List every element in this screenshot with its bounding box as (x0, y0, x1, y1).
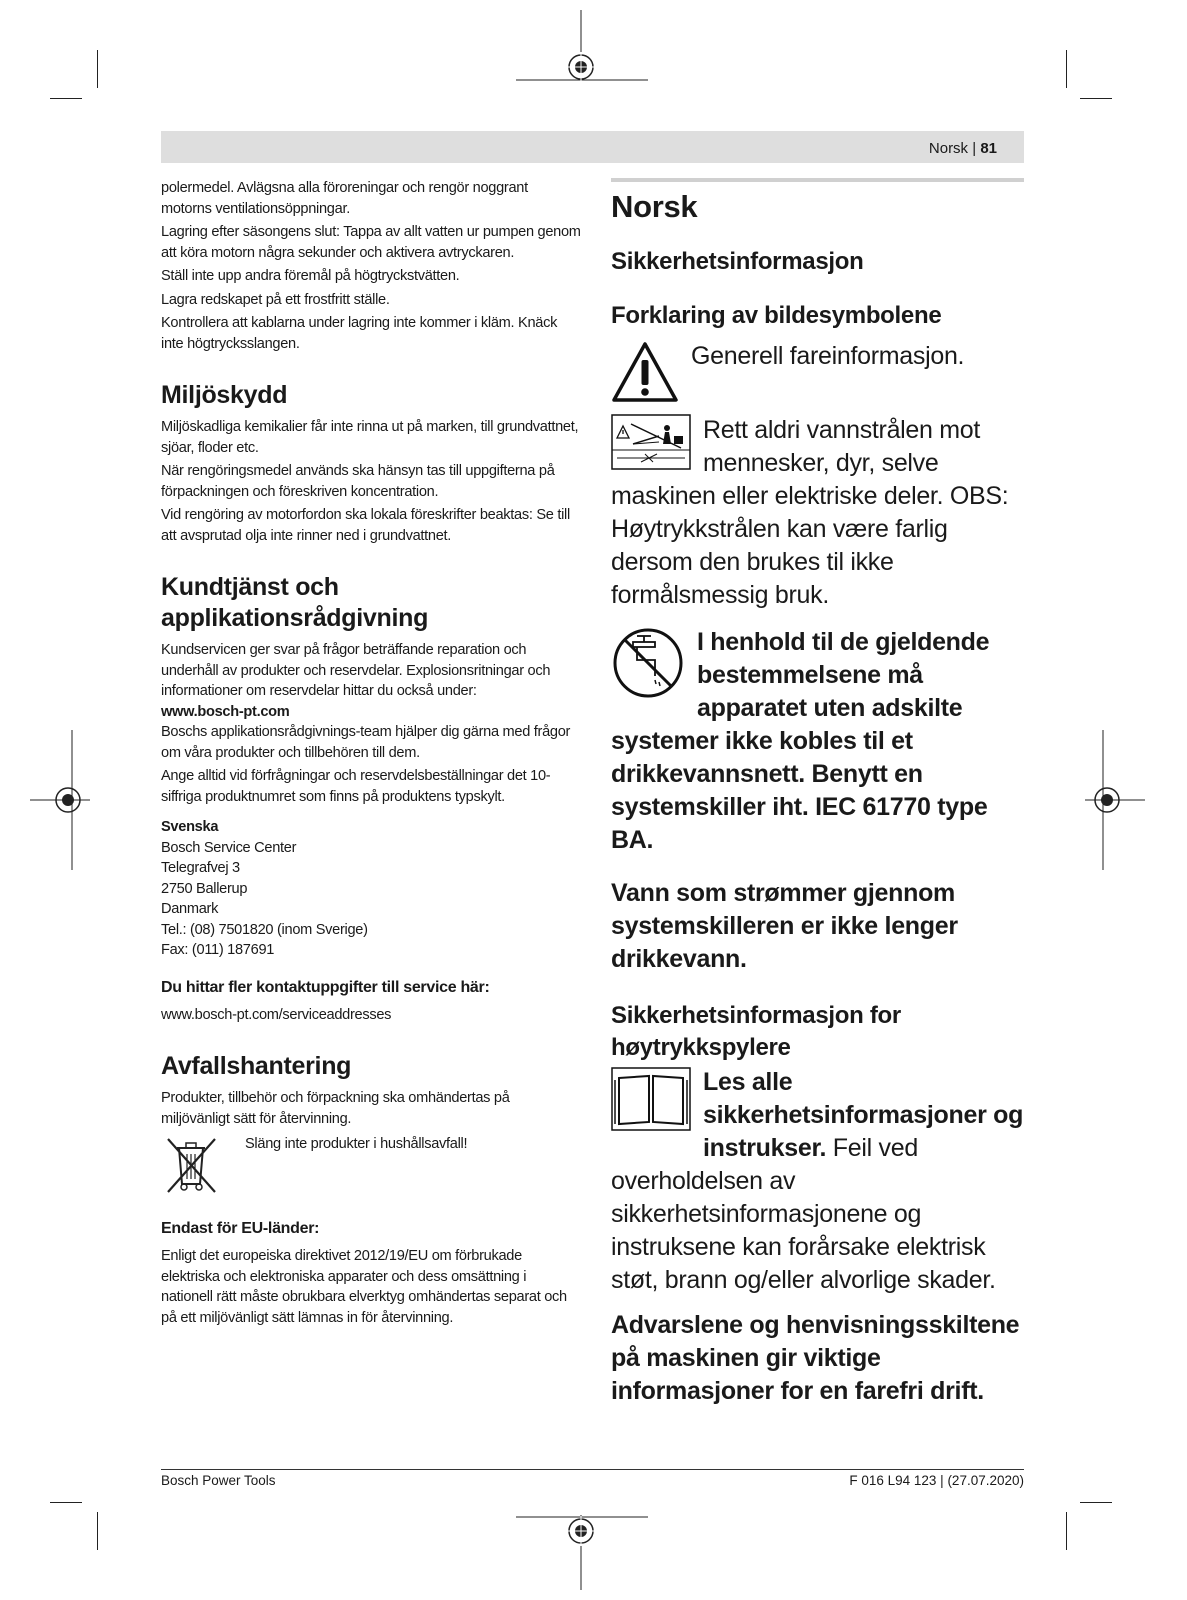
paragraph: polermedel. Avlägsna alla föroreningar och rengör noggrant motorns ventilationsöppningar. (161, 180, 528, 217)
warning-triangle-icon (611, 340, 679, 404)
read-manual-rest: Feil ved overholdelsen av sikkerhetsinformasjonene og instruksene kan forårsake elektrisk støt, brann og/eller alvorlige skader. (611, 1134, 996, 1294)
country-label: Svenska (161, 819, 219, 835)
left-column (161, 178, 581, 1331)
crop-mark (1066, 50, 1067, 88)
no-drinking-water-connection-icon (611, 626, 685, 700)
paragraph: Vid rengöring av motorfordon ska lokala föreskrifter beaktas: Se till att avsprutad olja inte rinner ned i grundvattnet. (161, 507, 570, 544)
subheading: Endast för EU-länder: (161, 1220, 320, 1237)
symbol-text: I henhold til de gjeldende bestemmelsene må apparatet uten adskilte systemer ikke kobles til et drikkevannsnett. Benytt en systemskiller iht. IEC 61770 type BA. (611, 628, 990, 854)
registration-mark-icon (516, 1515, 648, 1590)
read-manual-icon (611, 1066, 691, 1132)
paragraph: Miljöskadliga kemikalier får inte rinna ut på marken, till grundvattnet, sjöar, floder etc. (161, 419, 579, 456)
header-bar (161, 131, 1024, 163)
section-heading: Sikkerhetsinformasjon (611, 248, 864, 275)
page-number: 81 (980, 140, 997, 157)
symbol-row (611, 414, 1031, 612)
crop-mark (1066, 1512, 1067, 1550)
symbol-text: Rett aldri vannstrålen mot mennesker, dyr, selve maskinen eller elektriske deler. OBS: Høytrykkstrålen kan være farlig dersom den brukes til ikke formålsmessig bruk. (611, 416, 1009, 609)
address-line: Fax: (011) 187691 (161, 942, 275, 958)
header-separator: | (972, 140, 977, 157)
crop-mark (50, 98, 82, 99)
page-header (929, 140, 997, 157)
address-line: 2750 Ballerup (161, 880, 248, 897)
language-title: Norsk (611, 189, 698, 224)
warning-paragraph: Vann som strømmer gjennom systemskilleren er ikke lenger drikkevann. (611, 879, 958, 973)
address-line: Tel.: (08) 7501820 (inom Sverige) (161, 921, 368, 938)
subheading: Du hittar fler kontaktuppgifter till service här: (161, 978, 490, 996)
paragraph: Lagra redskapet på ett frostfritt ställe. (161, 291, 390, 308)
crop-mark (1080, 1502, 1112, 1503)
no-spray-at-people-icon (611, 414, 691, 470)
crop-mark (50, 1502, 82, 1503)
paragraph: Ställ inte upp andra föremål på högtryckstvätten. (161, 268, 460, 284)
crop-mark (1080, 98, 1112, 99)
symbol-row (611, 340, 1031, 408)
address-line: Bosch Service Center (161, 839, 297, 856)
footer-doc-number: F 016 L94 123 | (27.07.2020) (849, 1473, 1024, 1488)
symbol-row (611, 1066, 1031, 1297)
crop-mark (97, 1512, 98, 1550)
paragraph: Produkter, tillbehör och förpackning ska omhändertas på miljövänligt sätt för återvinning. (161, 1090, 510, 1127)
section-heading: Avfallshantering (161, 1052, 352, 1080)
read-manual-bold: Les alle sikkerhetsinformasjoner og instrukser. (703, 1068, 1024, 1162)
address-line: Danmark (161, 901, 219, 917)
service-addresses-url[interactable]: www.bosch-pt.com/serviceaddresses (161, 1006, 392, 1023)
paragraph: Enligt det europeiska direktivet 2012/19/EU om förbrukade elektriska och elektroniska apparater och dess omsättning i nationell rätt måste obrukbara elverktyg omhändertas separat och på ett miljövänligt sätt lämnas in för återvinning. (161, 1248, 567, 1326)
paragraph: Boschs applikationsrådgivnings-team hjälper dig gärna med frågor om våra produkter och tillbehören till dem. (161, 724, 571, 761)
registration-mark-icon (1085, 730, 1145, 870)
paragraph: Lagring efter säsongens slut: Tappa av allt vatten ur pumpen genom att köra motorn några sekunder och aktivera avtryckaren. (161, 224, 581, 261)
column-top-rule (611, 178, 1024, 182)
service-url[interactable]: www.bosch-pt.com (161, 703, 290, 720)
waste-bin-text: Släng inte produkter i hushållsavfall! (245, 1136, 468, 1152)
header-language: Norsk (928, 140, 969, 157)
paragraph: När rengöringsmedel används ska hänsyn tas till uppgifterna på förpackningen och föreskriven koncentration. (161, 463, 555, 500)
registration-mark-icon (30, 730, 90, 870)
footer-brand: Bosch Power Tools (161, 1473, 276, 1488)
symbol-text: Generell fareinformasjon. (691, 342, 965, 370)
waste-bin-row (161, 1132, 581, 1198)
address-line: Telegrafvej 3 (161, 860, 240, 876)
paragraph: Kundservicen ger svar på frågor beträffande reparation och underhåll av produkter och reservdelar. Explosionsritningar och informationer om reservdelar hittar du också under: (161, 642, 551, 699)
footer-rule (161, 1469, 1024, 1470)
symbol-row (611, 626, 1031, 857)
section-heading: Sikkerhetsinformasjon for høytrykkspylere (611, 1002, 901, 1061)
right-column (611, 184, 1031, 1408)
paragraph: Kontrollera att kablarna under lagring inte kommer i kläm. Knäck inte högtrycksslangen. (161, 315, 558, 352)
crop-mark (97, 50, 98, 88)
warning-paragraph: Advarslene og henvisningsskiltene på maskinen gir viktige informasjoner for en farefri drift. (611, 1311, 1020, 1405)
registration-mark-icon (516, 10, 648, 82)
crossed-out-bin-icon (163, 1134, 219, 1194)
section-heading: Forklaring av bildesymbolene (611, 302, 942, 329)
section-heading: Kundtjänst och applikationsrådgivning (161, 573, 429, 632)
section-heading: Miljöskydd (161, 381, 288, 409)
paragraph: Ange alltid vid förfrågningar och reservdelsbeställningar det 10-siffriga produktnumret som finns på produktens typskylt. (161, 768, 551, 805)
